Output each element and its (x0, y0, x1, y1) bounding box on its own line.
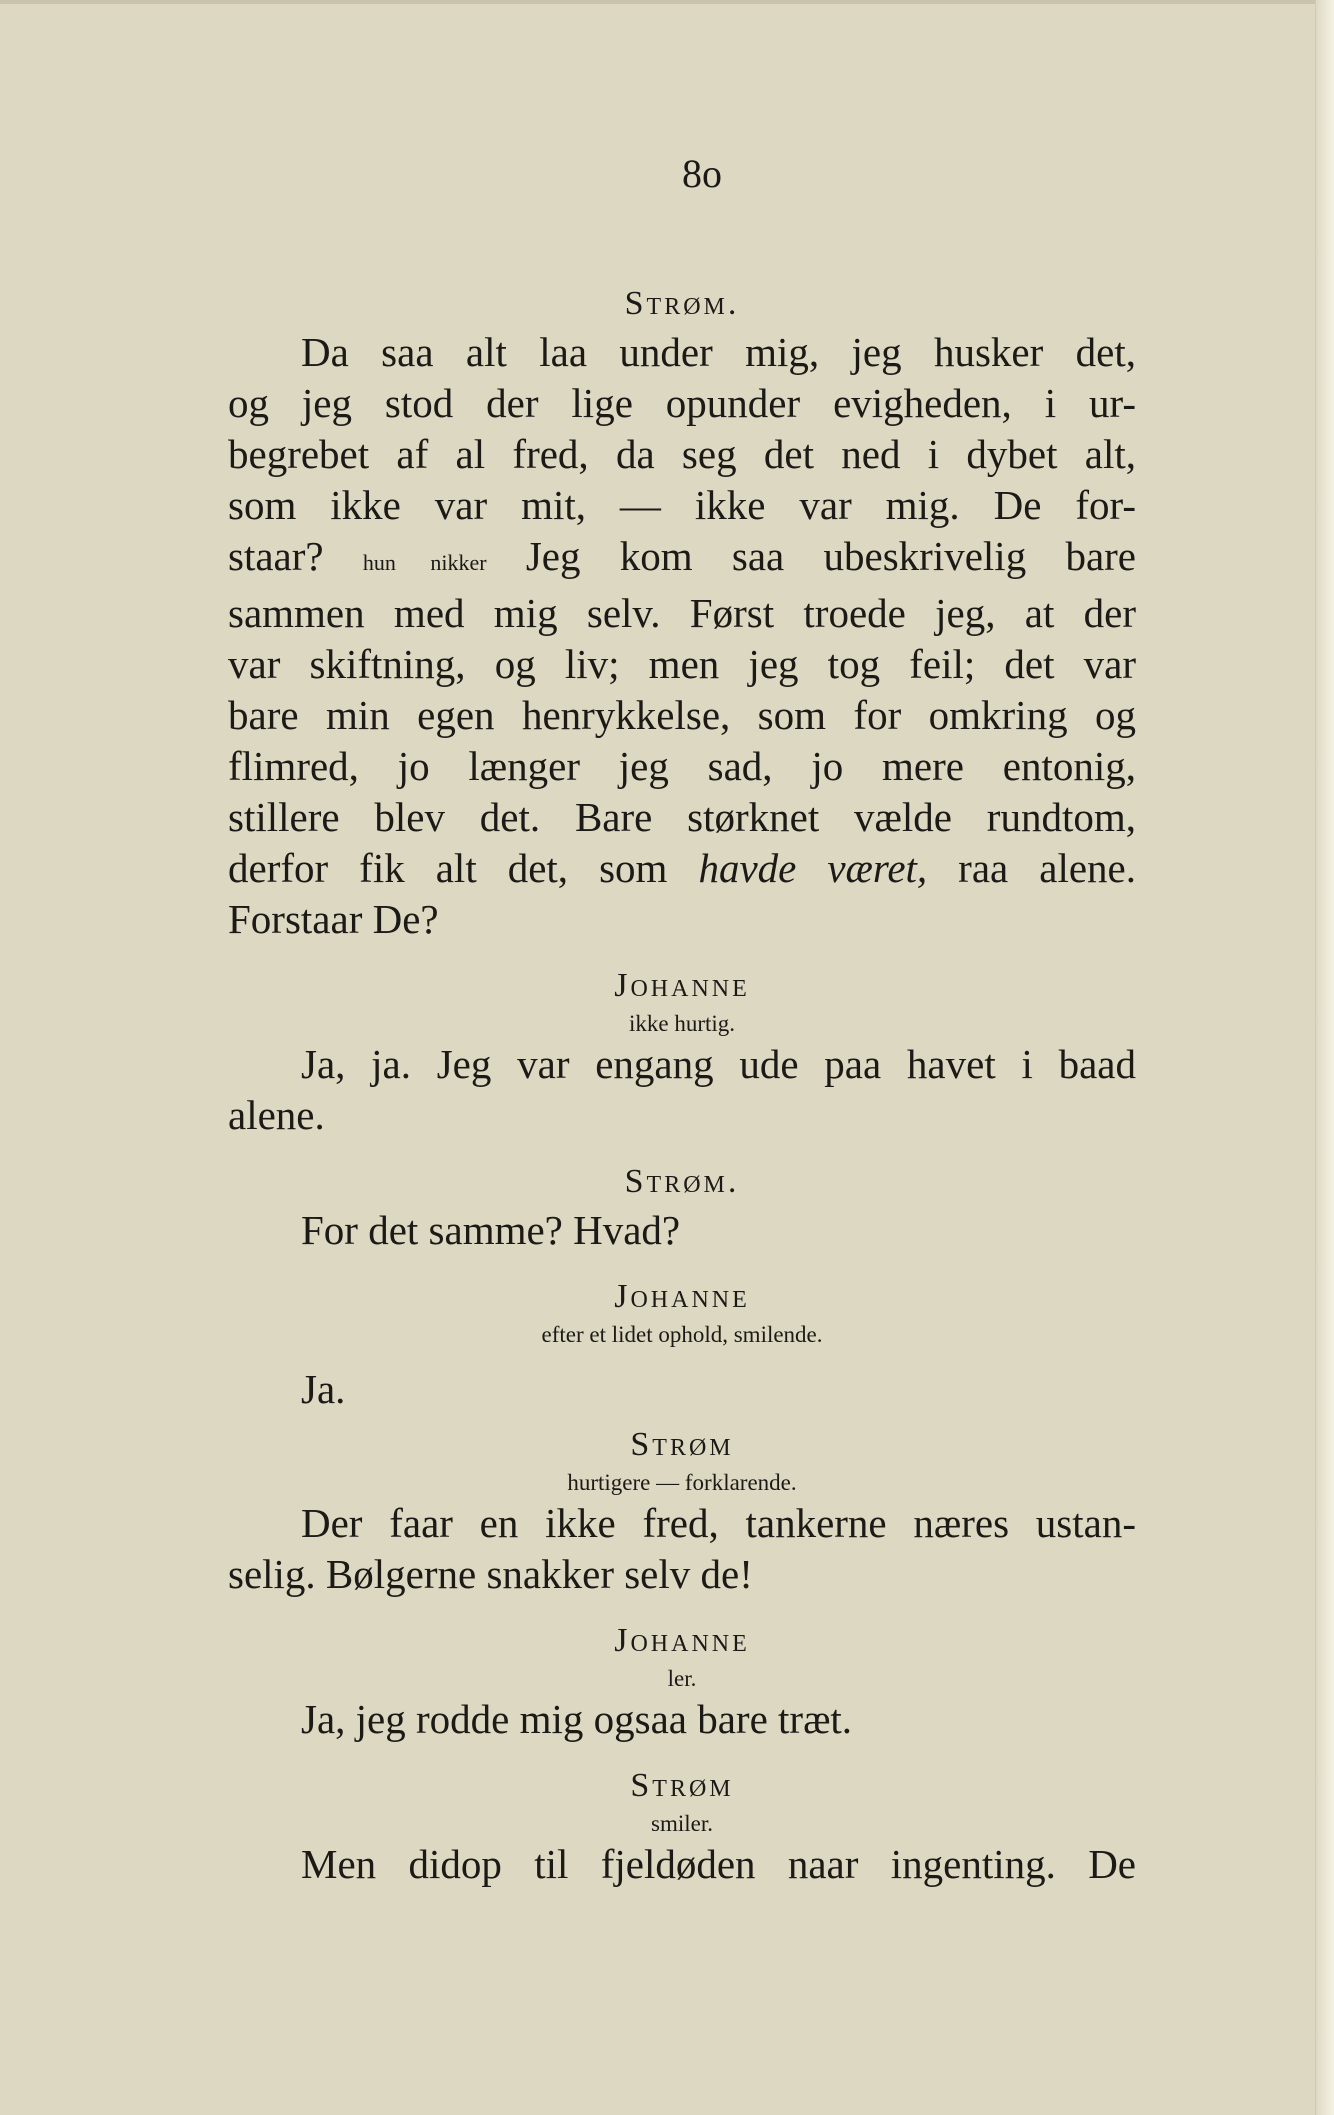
speaker-name: Strøm. (624, 285, 740, 322)
text-line (228, 531, 1136, 588)
text-line (228, 843, 1136, 894)
text-line: var skiftning, og liv; men jeg tog feil; det var (228, 641, 1136, 687)
page-number: 8o (682, 151, 722, 196)
speaker-name: Strøm (630, 1426, 734, 1463)
text-line: Men didop til fjeldøden naar ingenting. De (301, 1841, 1136, 1887)
text-line: Ja, jeg rodde mig ogsaa bare træt. (301, 1696, 853, 1742)
text-line: Da saa alt laa under mig, jeg husker det, (301, 329, 1136, 375)
page-right-edge (1315, 0, 1334, 2115)
stage-direction: ler. (667, 1666, 697, 1691)
italic-phrase: havde været, (698, 845, 928, 891)
stage-direction: smiler. (651, 1811, 713, 1836)
speaker-name: Strøm (630, 1767, 734, 1804)
speaker-name: Strøm. (624, 1163, 740, 1200)
text-line: sammen med mig selv. Først troede jeg, at der (228, 590, 1136, 636)
text-line: Forstaar De? (228, 896, 439, 942)
text-line: selig. Bølgerne snakker selv de! (228, 1551, 753, 1597)
text-line: bare min egen henrykkelse, som for omkring og (228, 692, 1136, 738)
text-line: Ja. (301, 1366, 346, 1412)
text-fragment: derfor fik alt det, som (228, 845, 699, 891)
text-line: alene. (228, 1092, 325, 1138)
text-line: som ikke var mit, — ikke var mig. De for- (228, 482, 1136, 528)
text-line: flimred, jo længer jeg sad, jo mere entonig, (228, 743, 1136, 789)
stage-direction: hurtigere — forklarende. (567, 1470, 797, 1495)
stage-direction: ikke hurtig. (628, 1011, 736, 1036)
speaker-name: Johanne (614, 1622, 750, 1659)
text-fragment: raa alene. (927, 845, 1136, 891)
stage-direction: efter et lidet ophold, smilende. (541, 1322, 823, 1347)
page-text (228, 150, 1136, 1890)
speaker-name: Johanne (614, 1278, 750, 1315)
reply-row (228, 1320, 1136, 1422)
text-line: Ja, ja. Jeg var engang ude paa havet i baad (301, 1041, 1136, 1087)
text-line: stillere blev det. Bare størknet vælde rundtom, (228, 794, 1136, 840)
text-line: For det samme? Hvad? (301, 1207, 681, 1253)
stage-direction-inline: hun nikker (362, 550, 487, 575)
page-top-edge (0, 0, 1334, 4)
speaker-name: Johanne (614, 967, 750, 1004)
text-line: Der faar en ikke fred, tankerne næres ustan- (301, 1500, 1136, 1546)
text-fragment: Jeg kom saa ubeskrivelig bare (486, 533, 1137, 579)
text-fragment: staar? (228, 533, 363, 579)
text-line: begrebet af al fred, da seg det ned i dybet alt, (228, 431, 1136, 477)
text-line: og jeg stod der lige opunder evigheden, i ur- (228, 380, 1136, 426)
